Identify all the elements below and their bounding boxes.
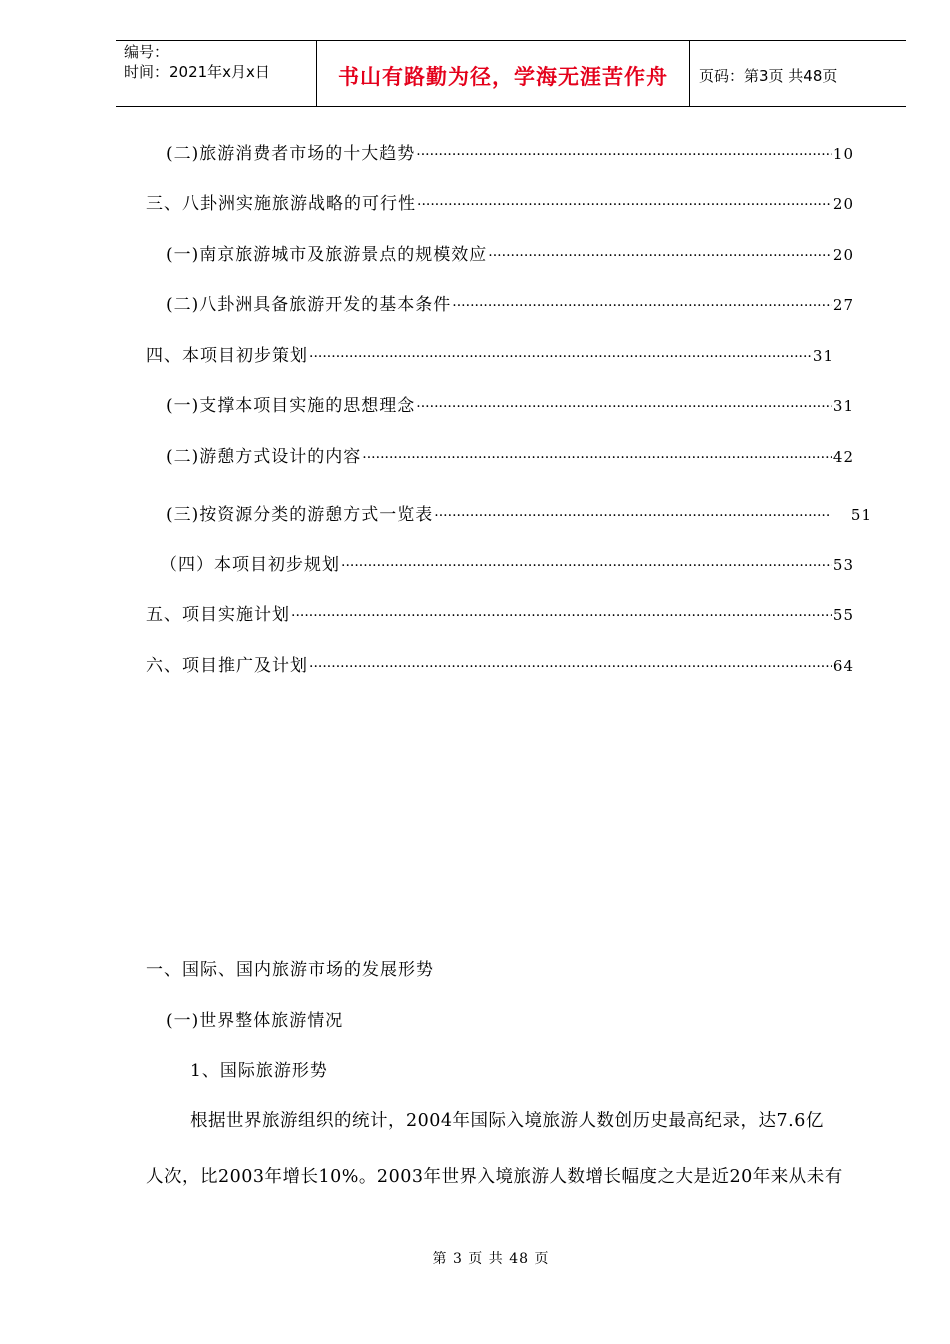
toc-entry-page: 64: [832, 657, 854, 675]
header-top-rule: [116, 40, 906, 41]
toc-entry-page: 27: [832, 296, 854, 314]
toc-entry-label: 三、八卦洲实施旅游战略的可行性: [146, 194, 416, 214]
document-time-label: 时间：2021年x月x日: [124, 63, 270, 81]
document-number-label: 编号：: [124, 43, 170, 61]
section-heading-level2: (一)世界整体旅游情况: [166, 1011, 344, 1031]
toc-entry-label: （四）本项目初步规划: [160, 555, 340, 575]
toc-entry: [146, 341, 834, 366]
toc-entry-page: 20: [832, 195, 854, 213]
toc-leader-dots: [452, 298, 832, 314]
toc-entry-page: 31: [832, 397, 854, 415]
toc-entry-label: 五、项目实施计划: [146, 605, 290, 625]
toc-entry-page: 53: [832, 556, 854, 574]
toc-entry-label: (二)八卦洲具备旅游开发的基本条件: [166, 295, 452, 315]
toc-entry-label: (二)旅游消费者市场的十大趋势: [166, 144, 416, 164]
toc-entry: [166, 500, 872, 525]
section-heading-level3: 1、国际旅游形势: [190, 1061, 328, 1081]
toc-leader-dots: [291, 608, 832, 624]
toc-entry: [146, 600, 854, 625]
toc-entry: [166, 139, 854, 164]
toc-entry-page: 10: [832, 145, 854, 163]
toc-leader-dots: [434, 508, 829, 524]
toc-entry-label: 六、项目推广及计划: [146, 656, 308, 676]
toc-leader-dots: [416, 147, 832, 163]
toc-entry: [166, 290, 854, 315]
toc-entry-label: (一)支撑本项目实施的思想理念: [166, 396, 416, 416]
toc-entry: [166, 391, 854, 416]
toc-entry-page: 31: [812, 347, 834, 365]
toc-entry: [166, 240, 854, 265]
toc-entry-page: 51: [850, 506, 872, 524]
header-page-label: 页码：第3页 共48页: [699, 67, 838, 85]
toc-entry-page: 42: [832, 448, 854, 466]
toc-entry-label: 四、本项目初步策划: [146, 346, 308, 366]
toc-leader-dots: [417, 197, 832, 213]
header-motto: 书山有路勤为径，学海无涯苦作舟: [338, 65, 668, 89]
header-bottom-rule: [116, 106, 906, 107]
toc-leader-dots: [309, 659, 832, 675]
paragraph-line: 人次，比2003年增长10%。2003年世界入境旅游人数增长幅度之大是近20年来从未有: [146, 1167, 843, 1187]
toc-leader-dots: [341, 558, 832, 574]
toc-entry: [166, 442, 854, 467]
paragraph-line: 根据世界旅游组织的统计，2004年国际入境旅游人数创历史最高纪录，达7.6亿: [190, 1111, 824, 1131]
toc-leader-dots: [416, 399, 832, 415]
toc-entry-label: (二)游憩方式设计的内容: [166, 447, 362, 467]
toc-entry: [146, 651, 854, 676]
toc-leader-dots: [488, 248, 832, 264]
toc-leader-dots: [309, 349, 812, 365]
toc-entry-label: (三)按资源分类的游憩方式一览表: [166, 505, 434, 525]
toc-leader-dots: [362, 450, 832, 466]
section-heading-level1: 一、国际、国内旅游市场的发展形势: [146, 960, 434, 980]
header-divider-right: [689, 40, 690, 107]
toc-entry-label: (一)南京旅游城市及旅游景点的规模效应: [166, 245, 488, 265]
toc-entry: [146, 189, 854, 214]
toc-entry-page: 55: [832, 606, 854, 624]
toc-entry-page: 20: [832, 246, 854, 264]
page-footer: 第 3 页 共 48 页: [432, 1251, 550, 1267]
toc-entry: [160, 550, 854, 575]
